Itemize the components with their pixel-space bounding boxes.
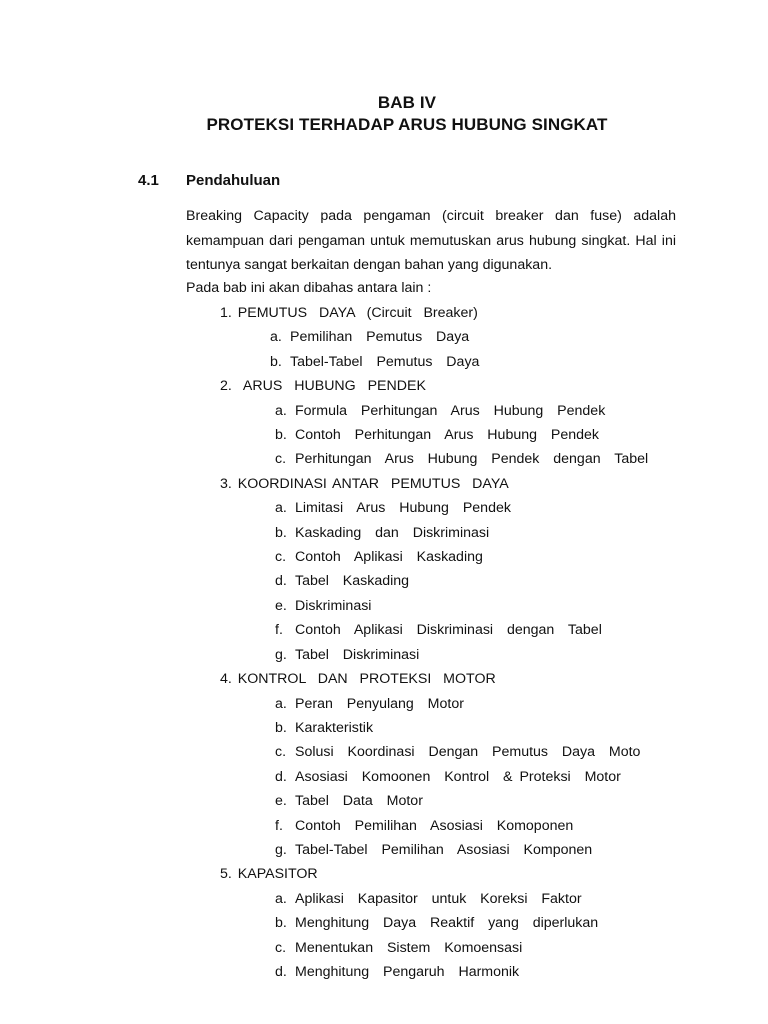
subitem-marker: a. xyxy=(275,402,287,419)
subitem-text: Tabel Data Motor xyxy=(295,793,423,810)
outline-subitem xyxy=(0,496,768,520)
outline-subitem xyxy=(0,447,768,471)
subitem-text: Contoh Aplikasi Kaskading xyxy=(295,549,483,566)
subitem-text: Menghitung Pengaruh Harmonik xyxy=(295,963,520,980)
outline-subitem xyxy=(0,740,768,764)
outline-subitem xyxy=(0,765,768,789)
list-intro: Pada bab ini akan dibahas antara lain : xyxy=(186,280,432,296)
outline-subitem xyxy=(0,325,768,349)
outline-subitem xyxy=(0,545,768,569)
outline-item-5: 5. KAPASITOR xyxy=(220,866,318,883)
outline-item-4: 4. KONTROL DAN PROTEKSI MOTOR xyxy=(220,671,496,688)
subitem-text: Aplikasi Kapasitor untuk Koreksi Faktor xyxy=(295,890,582,907)
subitem-marker: a. xyxy=(275,500,287,517)
outline-item-3: 3. KOORDINASI ANTAR PEMUTUS DAYA xyxy=(220,475,509,492)
subitem-text: Formula Perhitungan Arus Hubung Pendek xyxy=(295,402,606,419)
outline-subitem xyxy=(0,692,768,716)
subitem-text: Peran Penyulang Motor xyxy=(295,695,464,712)
outline-subitem xyxy=(0,789,768,813)
subitem-marker: c. xyxy=(275,939,287,956)
section-title: Pendahuluan xyxy=(186,172,281,189)
chapter-heading: BAB IV xyxy=(377,93,437,112)
subitem-marker: b. xyxy=(275,427,287,444)
subitem-marker: b. xyxy=(275,915,287,932)
subitem-text: Tabel Kaskading xyxy=(295,573,410,590)
outline-item-2: 2. ARUS HUBUNG PENDEK xyxy=(220,378,426,395)
subitem-marker: e. xyxy=(275,793,287,810)
outline-subitem xyxy=(0,618,768,642)
subitem-marker: f. xyxy=(275,622,283,639)
intro-line: kemampuan dari pengaman untuk memutuskan arus hubung singkat. Hal ini xyxy=(186,232,676,249)
subitem-text: Contoh Aplikasi Diskriminasi dengan Tabel xyxy=(295,622,602,639)
outline-subitem xyxy=(0,936,768,960)
outline-subitem xyxy=(0,716,768,740)
outline-subitem xyxy=(0,643,768,667)
subitem-text: Perhitungan Arus Hubung Pendek dengan Tabel xyxy=(295,451,649,468)
outline-subitem xyxy=(0,911,768,935)
subitem-marker: d. xyxy=(275,768,287,785)
intro-line: Breaking Capacity pada pengaman (circuit breaker dan fuse) adalah xyxy=(186,208,676,224)
outline-subitem xyxy=(0,423,768,447)
subitem-text: Asosiasi Komoonen Kontrol & Proteksi Motor xyxy=(295,768,621,785)
subitem-text: Diskriminasi xyxy=(295,597,372,614)
outline-subitem xyxy=(0,887,768,911)
subitem-text: Pemilihan Pemutus Daya xyxy=(290,329,470,346)
outline-subitem xyxy=(0,350,768,374)
subitem-text: Menghitung Daya Reaktif yang diperlukan xyxy=(295,915,599,932)
subitem-text: Tabel-Tabel Pemutus Daya xyxy=(290,353,480,370)
outline-item-1: 1. PEMUTUS DAYA (Circuit Breaker) xyxy=(220,305,478,321)
subitem-text: Kaskading dan Diskriminasi xyxy=(295,524,490,541)
subitem-text: Limitasi Arus Hubung Pendek xyxy=(295,500,511,517)
section-number: 4.1 xyxy=(138,172,159,189)
subitem-marker: g. xyxy=(275,841,287,858)
subitem-text: Menentukan Sistem Komoensasi xyxy=(295,939,523,956)
chapter-title: PROTEKSI TERHADAP ARUS HUBUNG SINGKAT xyxy=(206,115,608,134)
subitem-marker: c. xyxy=(275,549,287,566)
subitem-marker: d. xyxy=(275,963,287,980)
subitem-marker: a. xyxy=(275,695,287,712)
subitem-marker: b. xyxy=(275,524,287,541)
chapter-outline xyxy=(0,301,768,984)
subitem-marker: b. xyxy=(275,719,287,736)
subitem-text: Tabel Diskriminasi xyxy=(295,646,420,663)
subitem-marker: b. xyxy=(270,353,282,370)
outline-subitem xyxy=(0,521,768,545)
subitem-text: Karakteristik xyxy=(295,719,374,736)
subitem-marker: c. xyxy=(275,744,287,761)
intro-line: tentunya sangat berkaitan dengan bahan yang digunakan. xyxy=(186,257,553,273)
outline-subitem xyxy=(0,399,768,423)
subitem-text: Solusi Koordinasi Dengan Pemutus Daya Moto xyxy=(295,744,641,761)
subitem-text: Tabel-Tabel Pemilihan Asosiasi Komponen xyxy=(295,841,593,858)
outline-subitem xyxy=(0,569,768,593)
subitem-marker: a. xyxy=(270,329,282,346)
outline-subitem xyxy=(0,960,768,984)
subitem-marker: a. xyxy=(275,890,287,907)
subitem-marker: c. xyxy=(275,451,287,468)
subitem-marker: g. xyxy=(275,646,287,663)
outline-subitem xyxy=(0,814,768,838)
subitem-text: Contoh Perhitungan Arus Hubung Pendek xyxy=(295,427,600,444)
subitem-marker: f. xyxy=(275,817,283,834)
subitem-text: Contoh Pemilihan Asosiasi Komoponen xyxy=(295,817,574,834)
outline-subitem xyxy=(0,838,768,862)
subitem-marker: e. xyxy=(275,597,287,614)
intro-paragraph xyxy=(186,204,676,278)
outline-subitem xyxy=(0,594,768,618)
subitem-marker: d. xyxy=(275,573,287,590)
